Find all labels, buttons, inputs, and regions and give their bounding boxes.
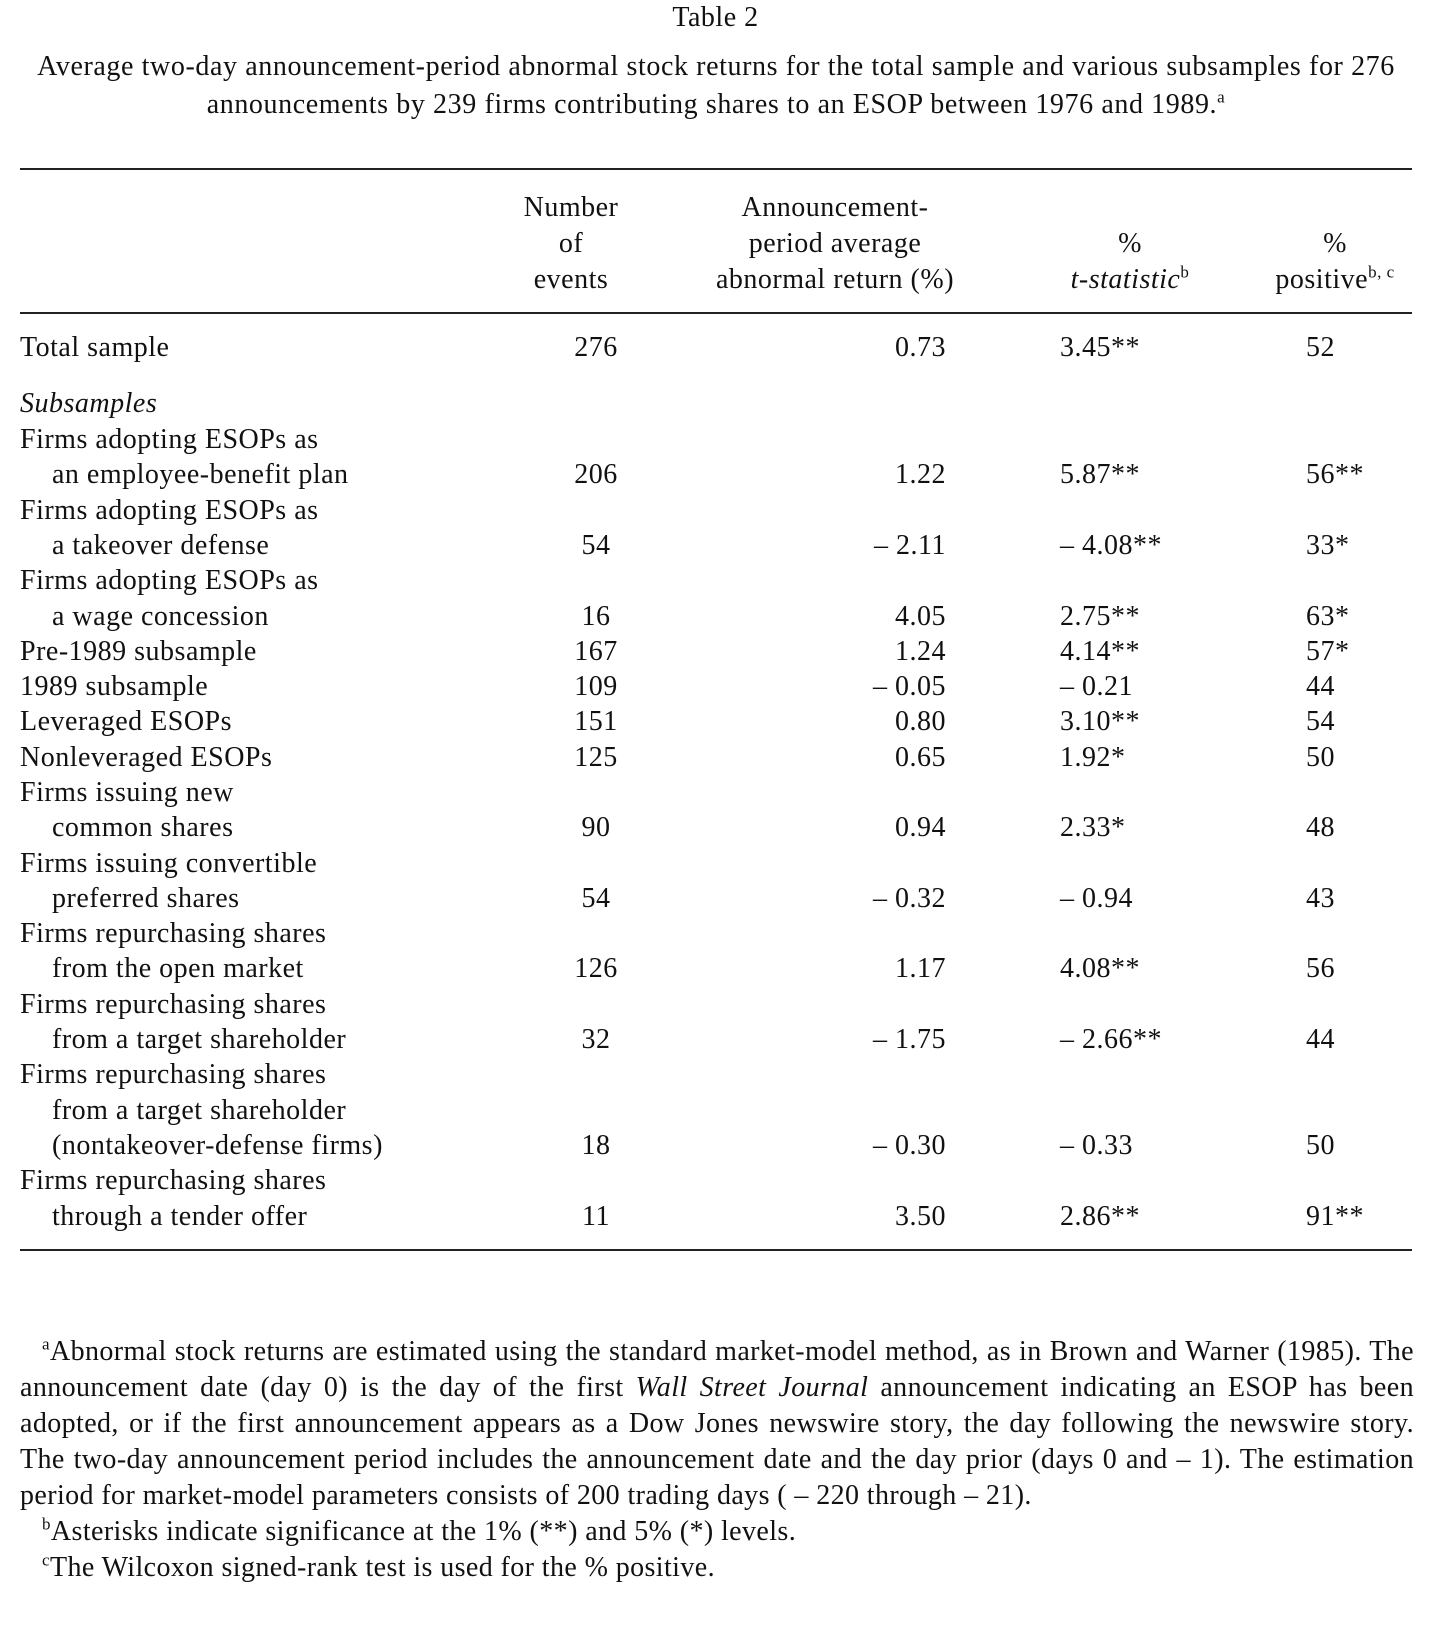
caption-footnote-mark: a	[1217, 87, 1226, 107]
row-label: 1989 subsample	[20, 671, 209, 702]
row-label: Firms repurchasing shares	[20, 1165, 327, 1196]
footnote-mark: b	[42, 1514, 51, 1534]
subsamples-heading: Subsamples	[20, 388, 158, 419]
cell-abnormal-return: 0.73	[895, 332, 946, 363]
cell-t-statistic: – 2.66**	[1060, 1024, 1162, 1055]
footnote-mark: a	[42, 1334, 50, 1354]
header-t-statistic	[1040, 226, 1220, 298]
table-row-label-continuation	[0, 1162, 1431, 1199]
table-row-label-continuation	[0, 845, 1431, 882]
row-label: from a target shareholder	[52, 1095, 347, 1126]
table-row	[0, 1198, 1431, 1235]
header-line: of	[558, 228, 584, 259]
cell-abnormal-return: 0.65	[895, 742, 946, 773]
table-row	[0, 456, 1431, 493]
header-line: period average	[748, 228, 922, 259]
row-label: from a target shareholder	[52, 1024, 347, 1055]
row-label: from the open market	[52, 953, 304, 984]
table-row	[0, 1127, 1431, 1164]
cell-events: 125	[574, 742, 618, 773]
cell-percent-positive: 91**	[1306, 1201, 1364, 1232]
cell-abnormal-return: – 0.05	[873, 671, 946, 702]
footnote-mark: c	[42, 1550, 50, 1570]
table-row-label-continuation	[0, 492, 1431, 529]
cell-events: 11	[582, 1201, 610, 1232]
cell-t-statistic: 2.33*	[1060, 812, 1126, 843]
cell-t-statistic: – 0.33	[1060, 1130, 1133, 1161]
row-label: a takeover defense	[52, 530, 270, 561]
table-row-label-continuation	[0, 986, 1431, 1023]
row-label: Firms repurchasing shares	[20, 1059, 327, 1090]
row-label: Firms adopting ESOPs as	[20, 565, 319, 596]
row-label: Firms repurchasing shares	[20, 989, 327, 1020]
table-row	[0, 809, 1431, 846]
cell-percent-positive: 43	[1306, 883, 1335, 914]
row-label: through a tender offer	[52, 1201, 308, 1232]
cell-events: 90	[581, 812, 611, 843]
table-row-total	[0, 329, 1431, 366]
cell-abnormal-return: 4.05	[895, 601, 946, 632]
cell-t-statistic: 4.08**	[1060, 953, 1140, 984]
header-abnormal-return	[672, 190, 998, 298]
header-number-of-events	[494, 190, 648, 298]
cell-events: 54	[581, 883, 611, 914]
row-label: Firms adopting ESOPs as	[20, 495, 319, 526]
row-label: Firms adopting ESOPs as	[20, 424, 319, 455]
footnote-italic-text: Wall Street Journal	[635, 1372, 869, 1403]
caption-text: Average two-day announcement-period abnormal stock returns for the total sample and various subsamples for 276 announcements by 239 firms contributing shares to an ESOP between 1976 and 1989.	[37, 51, 1395, 120]
table-row	[0, 598, 1431, 635]
table-row	[0, 633, 1431, 670]
row-label: preferred shares	[52, 883, 240, 914]
cell-t-statistic: 2.86**	[1060, 1201, 1140, 1232]
table-row	[0, 703, 1431, 740]
header-line: %	[1118, 228, 1142, 259]
cell-t-statistic: – 4.08**	[1060, 530, 1162, 561]
cell-t-statistic: 4.14**	[1060, 636, 1140, 667]
cell-percent-positive: 33*	[1306, 530, 1350, 561]
footnote-text: Abnormal stock returns are estimated using the standard market-model method, as in Brown and Warner (1985). The announcement date (day 0) is the day of the first	[20, 1336, 1414, 1403]
cell-abnormal-return: 3.50	[895, 1201, 946, 1232]
row-label: Total sample	[20, 332, 170, 363]
cell-t-statistic: 3.10**	[1060, 706, 1140, 737]
cell-percent-positive: 44	[1306, 1024, 1335, 1055]
header-line: t-statistic	[1070, 264, 1181, 295]
cell-events: 151	[574, 706, 618, 737]
bottom-rule	[20, 1249, 1412, 1251]
cell-abnormal-return: 0.80	[895, 706, 946, 737]
cell-events: 206	[574, 459, 618, 490]
table-row-label-continuation	[0, 915, 1431, 952]
cell-percent-positive: 44	[1306, 671, 1335, 702]
row-label: Nonleveraged ESOPs	[20, 742, 273, 773]
table-caption	[20, 48, 1412, 124]
cell-percent-positive: 56**	[1306, 459, 1364, 490]
footnote-c	[20, 1550, 1414, 1586]
header-line: abnormal return (%)	[715, 264, 955, 295]
table-row	[0, 880, 1431, 917]
cell-t-statistic: 3.45**	[1060, 332, 1140, 363]
cell-t-statistic: – 0.94	[1060, 883, 1133, 914]
subsamples-heading-row	[0, 385, 1431, 422]
row-label: Firms issuing new	[20, 777, 234, 808]
cell-percent-positive: 56	[1306, 953, 1335, 984]
top-rule	[20, 168, 1412, 170]
table-row-label-continuation	[0, 774, 1431, 811]
table-title: Table 2	[672, 2, 759, 33]
cell-abnormal-return: – 0.32	[873, 883, 946, 914]
footnotes	[20, 1334, 1414, 1586]
header-footnote-mark: b, c	[1368, 262, 1395, 282]
table-row-label-continuation	[0, 562, 1431, 599]
footnote-text: Asterisks indicate significance at the 1% (**) and 5% (*) levels.	[50, 1516, 797, 1547]
header-rule	[20, 312, 1412, 314]
cell-abnormal-return: 1.17	[895, 953, 946, 984]
cell-t-statistic: 2.75**	[1060, 601, 1140, 632]
footnote-text: announcement indicating an ESOP has been adopted, or if the first announcement appears as a Dow Jones newswire story, the day following the newswire story. The two-day announcement period includes the announcement date and the day prior (days 0 and – 1). The estimation period for market-model parameters consists of 200 trading days ( – 220 through – 21).	[20, 1372, 1414, 1511]
cell-t-statistic: 1.92*	[1060, 742, 1126, 773]
header-line: Announcement-	[741, 192, 929, 223]
row-label: Firms repurchasing shares	[20, 918, 327, 949]
table-row	[0, 668, 1431, 705]
cell-percent-positive: 57*	[1306, 636, 1350, 667]
row-label: (nontakeover-defense firms)	[52, 1130, 383, 1161]
cell-events: 276	[574, 332, 618, 363]
header-line: positive	[1275, 264, 1369, 295]
footnote-b	[20, 1514, 1414, 1550]
table-row-label-continuation	[0, 1092, 1431, 1129]
cell-events: 54	[581, 530, 611, 561]
table-row	[0, 739, 1431, 776]
row-label: Pre-1989 subsample	[20, 636, 257, 667]
table-row-label-continuation	[0, 1056, 1431, 1093]
table-row	[0, 1021, 1431, 1058]
header-line: %	[1323, 228, 1347, 259]
cell-events: 32	[581, 1024, 611, 1055]
table-row-label-continuation	[0, 421, 1431, 458]
row-label: an employee-benefit plan	[52, 459, 349, 490]
cell-percent-positive: 48	[1306, 812, 1335, 843]
table-row	[0, 527, 1431, 564]
header-line: events	[533, 264, 609, 295]
cell-percent-positive: 54	[1306, 706, 1335, 737]
cell-abnormal-return: – 0.30	[873, 1130, 946, 1161]
cell-abnormal-return: 0.94	[895, 812, 946, 843]
cell-percent-positive: 50	[1306, 742, 1335, 773]
cell-events: 16	[581, 601, 611, 632]
cell-percent-positive: 52	[1306, 332, 1335, 363]
cell-events: 109	[574, 671, 618, 702]
row-label: Leveraged ESOPs	[20, 706, 233, 737]
row-label: Firms issuing convertible	[20, 848, 318, 879]
cell-abnormal-return: – 2.11	[874, 530, 946, 561]
cell-t-statistic: – 0.21	[1060, 671, 1133, 702]
cell-percent-positive: 50	[1306, 1130, 1335, 1161]
cell-abnormal-return: 1.24	[895, 636, 946, 667]
row-label: a wage concession	[52, 601, 269, 632]
cell-abnormal-return: – 1.75	[873, 1024, 946, 1055]
row-label: common shares	[52, 812, 234, 843]
cell-t-statistic: 5.87**	[1060, 459, 1140, 490]
header-line: Number	[523, 192, 619, 223]
table-row	[0, 950, 1431, 987]
header-percent-positive	[1250, 226, 1420, 298]
footnote-text: The Wilcoxon signed-rank test is used for the % positive.	[49, 1552, 715, 1583]
cell-abnormal-return: 1.22	[895, 459, 946, 490]
cell-events: 167	[574, 636, 618, 667]
cell-events: 126	[574, 953, 618, 984]
cell-percent-positive: 63*	[1306, 601, 1350, 632]
cell-events: 18	[581, 1130, 611, 1161]
footnote-a	[20, 1334, 1414, 1514]
header-footnote-mark: b	[1180, 262, 1190, 282]
